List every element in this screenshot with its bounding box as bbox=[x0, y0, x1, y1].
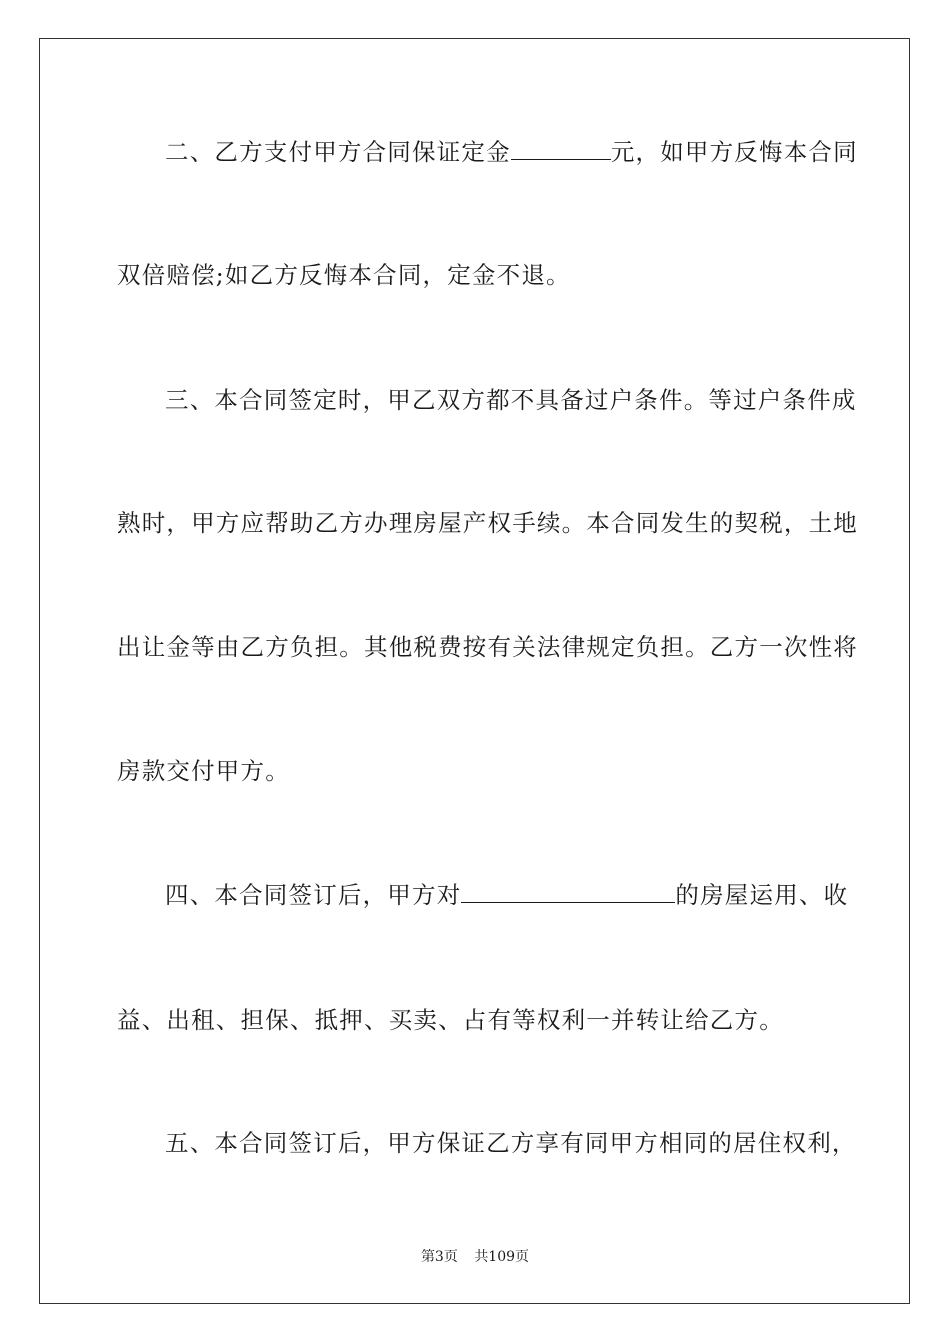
clause-4-line-1 bbox=[165, 880, 849, 910]
page-number: 第3页 bbox=[420, 1249, 458, 1265]
property-address-blank bbox=[461, 880, 675, 903]
clause-3-line-2: 熟时，甲方应帮助乙方办理房屋产权手续。本合同发生的契税，土地 bbox=[117, 509, 858, 537]
clause-2-text-before-blank: 二、乙方支付甲方合同保证定金 bbox=[165, 138, 511, 166]
clause-5-line-1: 五、本合同签订后，甲方保证乙方享有同甲方相同的居住权利， bbox=[165, 1129, 857, 1157]
clause-4-text-before-blank: 四、本合同签订后，甲方对 bbox=[165, 881, 462, 909]
clause-4-text-after-blank: 的房屋运用、收 bbox=[675, 881, 849, 909]
clause-2-line-1 bbox=[165, 137, 858, 167]
clause-3-line-4: 房款交付甲方。 bbox=[117, 757, 290, 785]
page-border bbox=[39, 38, 910, 1304]
clause-3-line-3: 出让金等由乙方负担。其他税费按有关法律规定负担。乙方一次性将 bbox=[117, 633, 858, 661]
clause-3-line-1: 三、本合同签定时，甲乙双方都不具备过户条件。等过户条件成 bbox=[165, 386, 857, 414]
page-footer bbox=[0, 1248, 950, 1266]
total-pages: 共109页 bbox=[474, 1249, 530, 1265]
clause-2-text-after-blank: 元，如甲方反悔本合同 bbox=[610, 138, 858, 166]
clause-2-line-2: 双倍赔偿;如乙方反悔本合同，定金不退。 bbox=[117, 261, 571, 289]
clause-4-line-2: 益、出租、担保、抵押、买卖、占有等权利一并转让给乙方。 bbox=[117, 1006, 784, 1034]
deposit-amount-blank bbox=[511, 137, 611, 160]
